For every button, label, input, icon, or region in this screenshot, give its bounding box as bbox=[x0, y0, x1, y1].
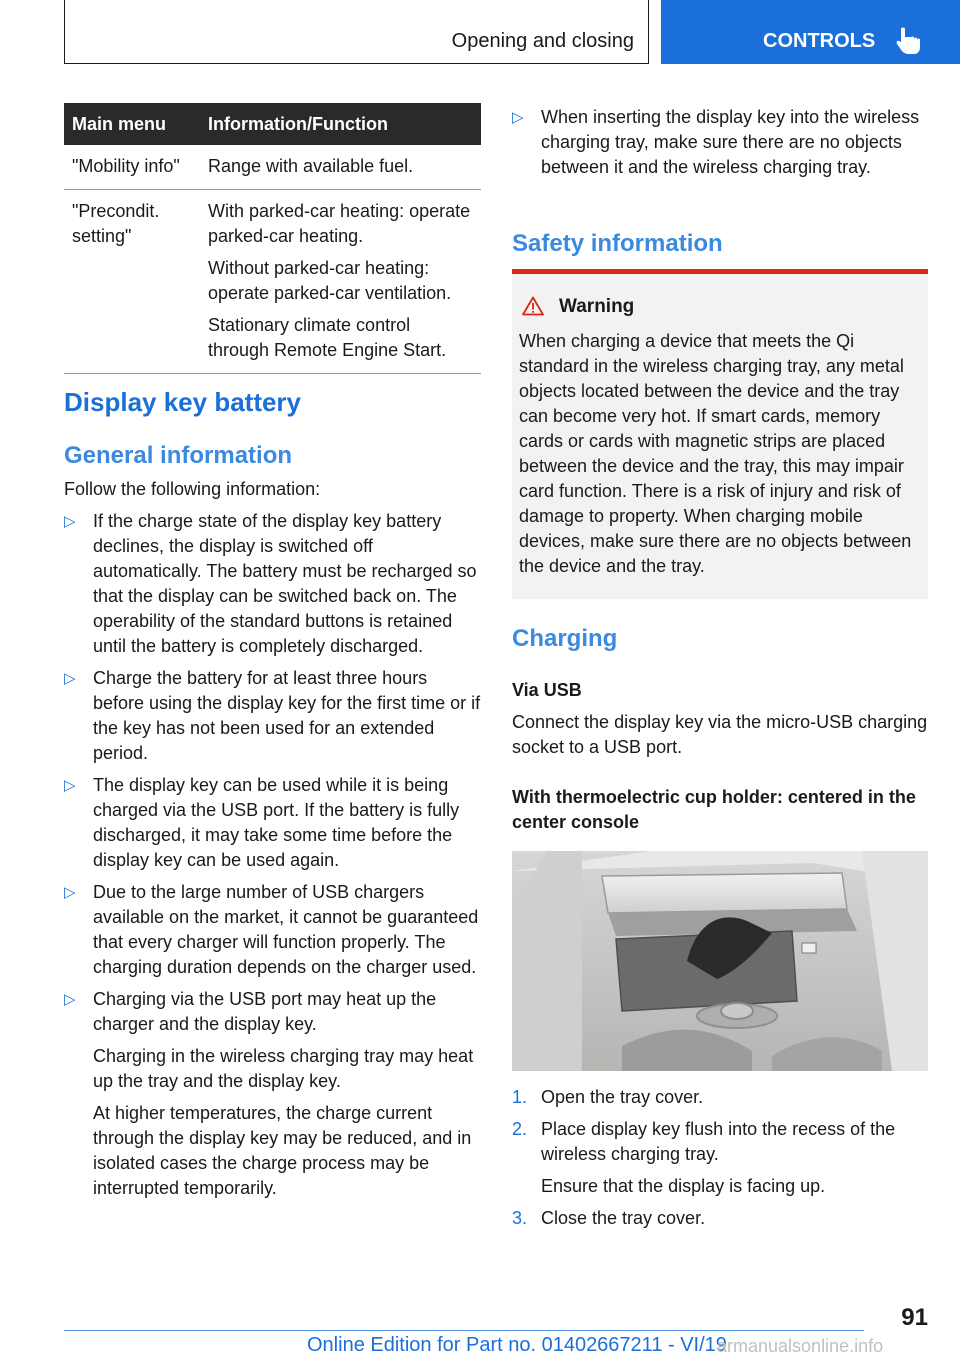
table-header-information: Information/Function bbox=[200, 103, 481, 145]
list-item bbox=[64, 987, 481, 1201]
list-item-text: Due to the large number of USB chargers available on the market, it cannot be guaranteed that every charger will function properly. The charging duration depends on the charger used. bbox=[93, 882, 479, 977]
table-header-row bbox=[64, 103, 481, 145]
step-text: Close the tray cover. bbox=[541, 1208, 706, 1228]
warning-title: Warning bbox=[559, 296, 635, 317]
list-item-text: Charge the battery for at least three hours before using the display key for the first time or if the key has not been used for an extended period. bbox=[93, 668, 481, 763]
list-item bbox=[512, 1085, 928, 1110]
table-cell-text: With parked-car heating: operate parked-car heating. bbox=[208, 201, 471, 246]
display-key-battery-heading: Display key battery bbox=[64, 387, 302, 417]
section-header: Opening and closing bbox=[64, 0, 649, 64]
list-item bbox=[512, 105, 928, 180]
step-number: 2. bbox=[512, 1119, 528, 1139]
list-item bbox=[64, 880, 481, 980]
table-cell-text: Stationary climate control through Remote Engine Start. bbox=[208, 315, 447, 360]
table-row bbox=[64, 190, 481, 374]
battery-info-list bbox=[64, 509, 481, 1208]
step-text: Ensure that the display is facing up. bbox=[541, 1176, 826, 1196]
wireless-tray-list bbox=[512, 105, 928, 187]
list-item-text: Charging via the USB port may heat up the charger and the display key. bbox=[93, 989, 437, 1034]
intro-text: Follow the following information: bbox=[64, 479, 321, 499]
table-cell-text: Without parked-car heating: operate parked-car ventilation. bbox=[208, 258, 452, 303]
table-cell-menu: "Mobility info" bbox=[64, 145, 200, 190]
table-row bbox=[64, 145, 481, 190]
step-number: 3. bbox=[512, 1208, 528, 1228]
step-text: Open the tray cover. bbox=[541, 1087, 704, 1107]
list-item bbox=[64, 773, 481, 873]
list-item-text: Charging in the wireless charging tray may heat up the tray and the display key. bbox=[93, 1046, 474, 1091]
wireless-charging-tray-photo bbox=[512, 851, 928, 1071]
list-item bbox=[512, 1206, 928, 1231]
chapter-header: CONTROLS bbox=[661, 0, 960, 64]
footer-edition: Online Edition for Part no. 01402667211 - VI/19 bbox=[307, 1334, 727, 1356]
page-number: 91 bbox=[901, 1304, 928, 1331]
main-menu-table bbox=[64, 103, 481, 374]
safety-information-heading: Safety information bbox=[512, 230, 723, 257]
triangle-bullet-icon: ▷ bbox=[64, 670, 76, 687]
charging-steps-list bbox=[512, 1085, 928, 1238]
list-item-text: The display key can be used while it is being charged via the USB port. If the battery is fully discharged, it may take some time before the display key can be used again. bbox=[93, 775, 460, 870]
pointing-hand-icon bbox=[896, 27, 922, 55]
step-text: Place display key flush into the recess of the wireless charging tray. bbox=[541, 1119, 896, 1164]
list-item bbox=[512, 1117, 928, 1199]
list-item bbox=[64, 509, 481, 659]
warning-text: When charging a device that meets the Qi standard in the wireless charging tray, any metal objects located between the device and the tray can become very hot. If smart cards, memory cards or cards with magnetic strips are placed between the device and the tray, this may impair card function. There is a risk of injury and risk of damage to property. When charging mobile devices, make sure there are no objects between the device and the tray. bbox=[519, 331, 912, 576]
table-cell-info bbox=[200, 190, 481, 374]
via-usb-text: Connect the display key via the micro-USB charging socket to a USB port. bbox=[512, 712, 928, 757]
via-usb-heading: Via USB bbox=[512, 680, 582, 700]
triangle-bullet-icon: ▷ bbox=[64, 884, 76, 901]
warning-triangle-icon bbox=[522, 296, 544, 316]
general-information-heading: General information bbox=[64, 442, 293, 469]
triangle-bullet-icon: ▷ bbox=[64, 777, 76, 794]
table-cell-info bbox=[200, 145, 481, 190]
list-item-text: If the charge state of the display key battery declines, the display is switched off automatically. The battery must be recharged so that the display can be switched back on. The operability of the standard buttons is retained until the battery is completely discharged. bbox=[93, 511, 477, 656]
tray-illustration bbox=[512, 851, 928, 1071]
footer-divider bbox=[64, 1330, 864, 1331]
table-cell-text: Range with available fuel. bbox=[208, 156, 414, 176]
cup-holder-heading: With thermoelectric cup holder: centered in the center console bbox=[512, 787, 916, 832]
triangle-bullet-icon: ▷ bbox=[64, 991, 76, 1008]
list-item bbox=[64, 666, 481, 766]
step-number: 1. bbox=[512, 1087, 528, 1107]
triangle-bullet-icon: ▷ bbox=[64, 513, 76, 530]
footer-watermark: armanualsonline.info bbox=[717, 1336, 884, 1356]
charging-heading: Charging bbox=[512, 625, 618, 652]
triangle-bullet-icon: ▷ bbox=[512, 109, 524, 126]
table-header-main-menu: Main menu bbox=[64, 103, 200, 145]
list-item-text: At higher temperatures, the charge current through the display key may be reduced, and in isolated cases the charge process may be interrupted temporarily. bbox=[93, 1103, 472, 1198]
table-cell-menu: "Precondit. setting" bbox=[64, 190, 200, 374]
list-item-text: When inserting the display key into the wireless charging tray, make sure there are no objects between it and the wireless charging tray. bbox=[541, 107, 920, 177]
